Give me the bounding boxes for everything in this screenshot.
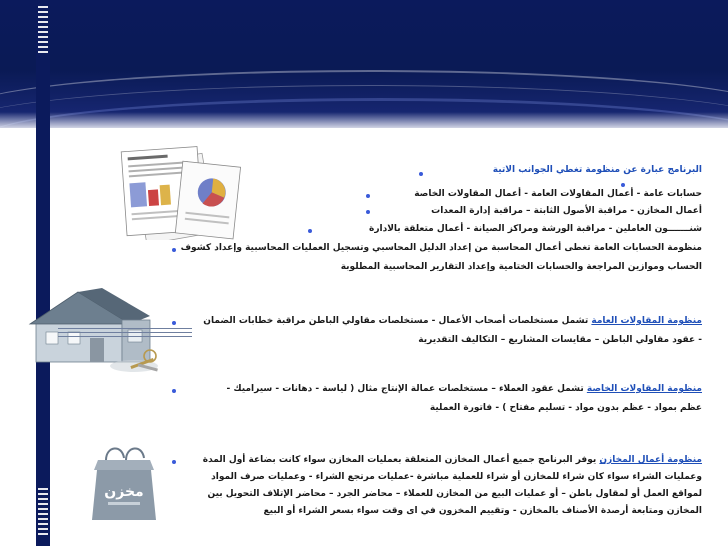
bag-label: مخزن (104, 484, 144, 500)
general-contracting-text-1: تشمل مستخلصات أصحاب الأعمال - مستخلصات مقاولي الباطن مراقبة خطابات الضمان (203, 316, 592, 326)
general-contracting-line-2 (418, 335, 702, 345)
header-banner (0, 0, 728, 128)
general-contracting-title[interactable]: منظومة المقاولات العامة (591, 316, 702, 326)
warehouse-line-2 (211, 472, 702, 482)
general-contracting-line-1 (203, 316, 702, 326)
warehouse-text-1: يوفر البرنامج جميع أعمال المخازن المتعلقة بعمليات المخازن سواء كانت بضاعة أول المدة (202, 455, 600, 465)
coverage-text-3: شنـــــــون العاملين - مراقبة الورشة ومراكز الصيانة - أعمال متعلقة بالادارة (369, 224, 702, 234)
accounts-text-1: منظومة الحسابات العامة تغطى أعمال المحاسبة من إعداد الدليل المحاسبي وتسجيل العمليات المحاسبية وإعداد كشوف (180, 243, 702, 253)
separator-lines (58, 328, 192, 340)
shopping-bag-image (88, 440, 160, 524)
private-contracting-line-2 (430, 403, 702, 413)
accounts-line-2 (341, 262, 702, 272)
private-contracting-line-1 (227, 384, 702, 394)
private-contracting-text-2: عظم بمواد - عظم بدون مواد - تسليم مفتاح ) - فاتورة العملية (429, 403, 702, 413)
general-contracting-text-2: - عقود مقاولي الباطن – مقايسات المشاريع – التكاليف التقديرية (418, 335, 702, 345)
private-contracting-title[interactable]: منظومة المقاولات الخاصة (586, 384, 702, 394)
coverage-line-3 (369, 224, 702, 234)
bullet (308, 229, 312, 233)
bullet (419, 172, 423, 176)
warehouse-text-2: وعمليات الشراء سواء كان شراء للمخازن أو شراء للعملية مباشرة -عمليات مرتجع الشراء - وعمليات صرف المواد (211, 472, 702, 482)
warehouse-text-4: المخازن ومتابعة أرصدة الأصناف بالمخازن - وتقييم المخزون في اى وقت سواء بسعر الشراء أو البيع (263, 506, 702, 516)
private-contracting-text-1: تشمل عقود العملاء – مستخلصات عمالة الإنتاج مثال ( لياسة - دهانات - سيراميك - (226, 384, 587, 394)
warehouse-line-1 (203, 455, 702, 465)
bullet (366, 194, 370, 198)
bullet (172, 389, 176, 393)
left-stripes-top (38, 6, 48, 56)
intro-text: البرنامج عبارة عن منظومة تغطي الجوانب الاتية (492, 165, 702, 175)
bullet (366, 210, 370, 214)
coverage-text-2: أعمال المخازن - مراقبة الأصول الثابتة – مراقبة إدارة المعدات (431, 206, 702, 216)
bullet (172, 321, 176, 325)
coverage-line-1 (414, 189, 702, 199)
coverage-line-2 (431, 206, 702, 216)
banner-fade (0, 112, 728, 128)
bullet (172, 460, 176, 464)
warehouse-line-3 (207, 489, 702, 499)
accounts-line-1 (181, 243, 702, 253)
intro-line (493, 165, 702, 175)
left-vertical-bar (36, 0, 50, 546)
accounts-text-2: الحساب وموازين المراجعة والحسابات الختامية وإعداد التقارير المحاسبية المطلوبة (340, 262, 702, 272)
coverage-text-1: حسابات عامة - أعمال المقاولات العامة - أعمال المقاولات الخاصة (414, 189, 702, 199)
bullet (621, 183, 625, 187)
warehouse-title[interactable]: منظومة أعمال المخازن (599, 455, 702, 465)
bullet (172, 248, 176, 252)
report-documents-image (108, 140, 248, 240)
warehouse-line-4 (264, 506, 702, 516)
warehouse-text-3: لمواقع العمل أو لمقاول باطن – أو عمليات البيع من المخازن للعملاء – محاضر الجرد – محاضر الإتلاف التحويل بين (207, 489, 702, 499)
left-stripes-bottom (38, 488, 48, 538)
